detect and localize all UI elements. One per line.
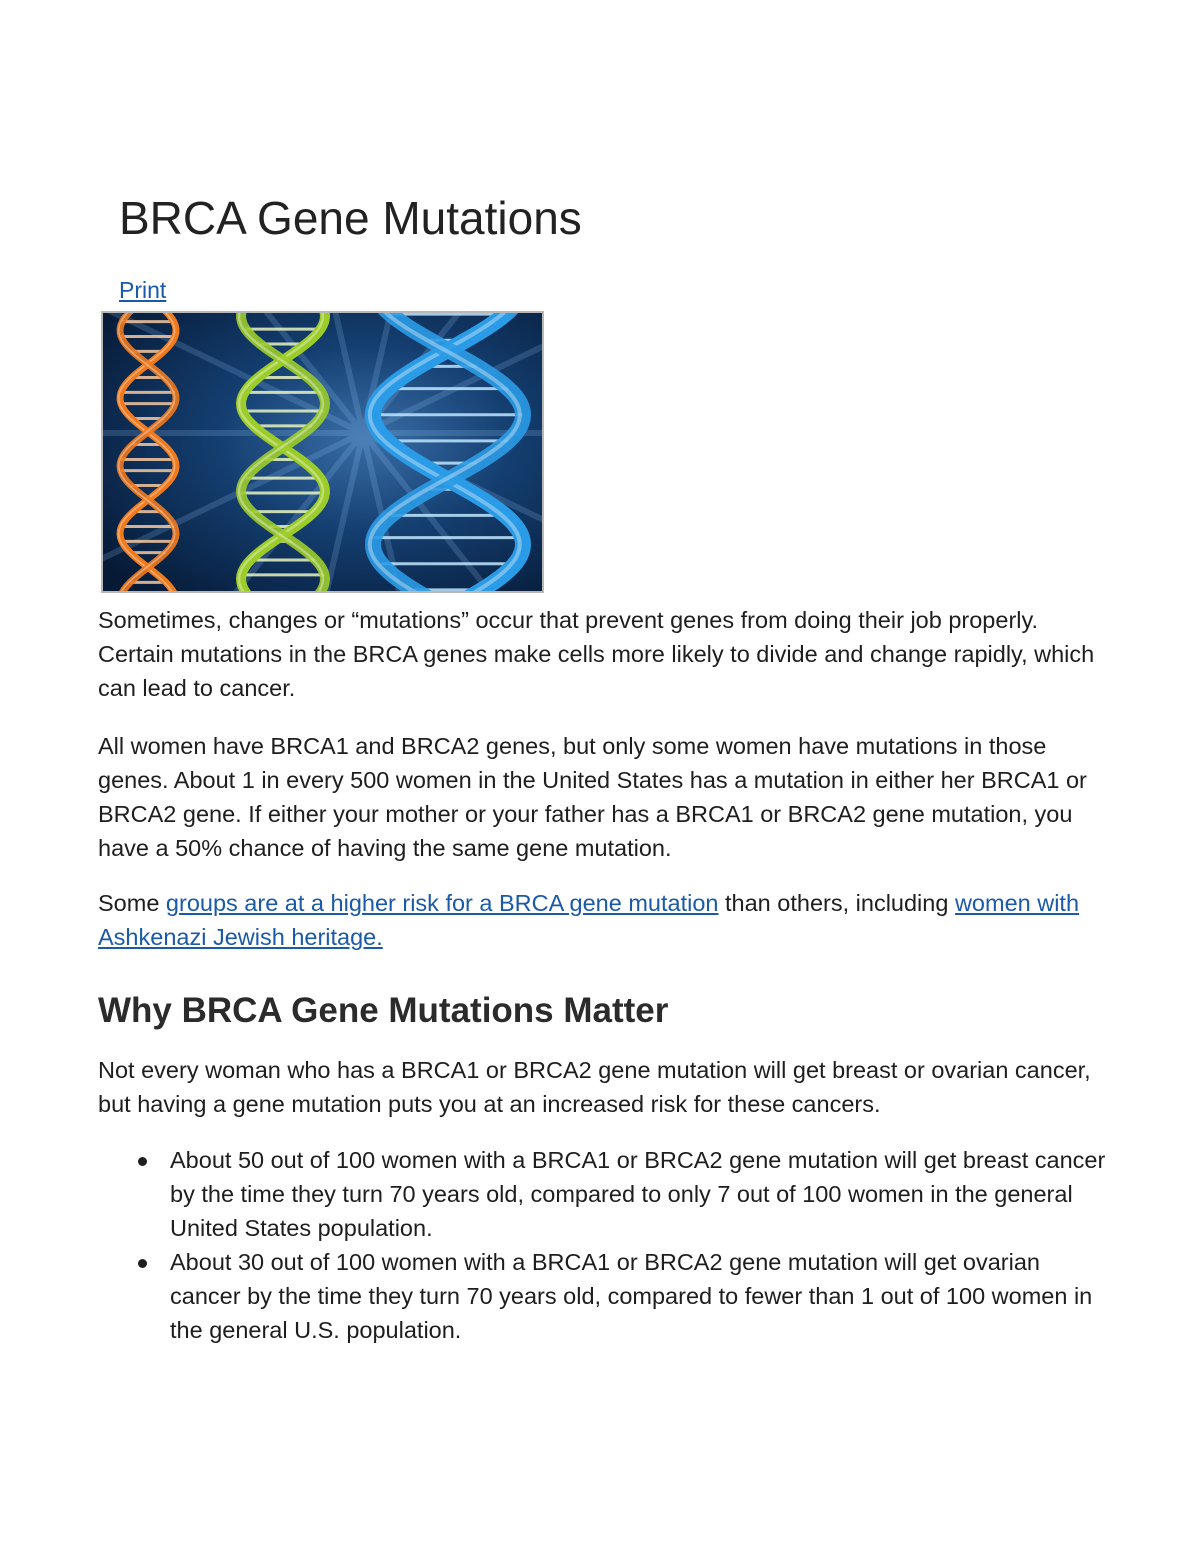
risk-intro-paragraph: Not every woman who has a BRCA1 or BRCA2 gene mutation will get breast or ovarian cancer, but having a gene mutation puts you at an increased risk for these cancers.: [98, 1057, 1091, 1117]
bullet-icon: [138, 1157, 147, 1166]
risk-bullet-list: [98, 1143, 1108, 1347]
brca-prevalence-paragraph: All women have BRCA1 and BRCA2 genes, but only some women have mutations in those genes. About 1 in every 500 women in the United States has a mutation in either her BRCA1 or BRCA2 gene. If either your mother or your father has a BRCA1 or BRCA2 gene mutation, you have a 50% chance of having the same gene mutation.: [98, 733, 1087, 861]
list-item-text: About 50 out of 100 women with a BRCA1 or BRCA2 gene mutation will get breast cancer by the time they turn 70 years old, compared to only 7 out of 100 women in the general United States population.: [170, 1147, 1106, 1241]
ashkenazi-heritage-link[interactable]: women with Ashkenazi Jewish heritage.: [98, 890, 1080, 950]
bullet-icon: [138, 1259, 147, 1268]
higher-risk-groups-link[interactable]: groups are at a higher risk for a BRCA gene mutation: [165, 890, 719, 916]
page-title: BRCA Gene Mutations: [119, 192, 582, 244]
dna-helix-image: [101, 311, 544, 593]
list-item-text: About 30 out of 100 women with a BRCA1 or BRCA2 gene mutation will get ovarian cancer by the time they turn 70 years old, compared to fewer than 1 out of 100 women in the general U.S. population.: [170, 1249, 1093, 1343]
section-heading: Why BRCA Gene Mutations Matter: [98, 991, 669, 1030]
print-link[interactable]: Print: [119, 277, 167, 303]
list-item: [98, 1245, 1108, 1347]
risk-groups-middle: than others, including: [718, 890, 955, 916]
dna-helix-illustration: [103, 313, 542, 591]
list-item: [98, 1143, 1108, 1245]
risk-groups-paragraph: [98, 886, 1108, 954]
risk-groups-prefix: Some: [98, 890, 166, 916]
intro-paragraph: Sometimes, changes or “mutations” occur that prevent genes from doing their job properly. Certain mutations in the BRCA genes make cells more likely to divide and change rapidly, which can lead to cancer.: [98, 607, 1095, 701]
